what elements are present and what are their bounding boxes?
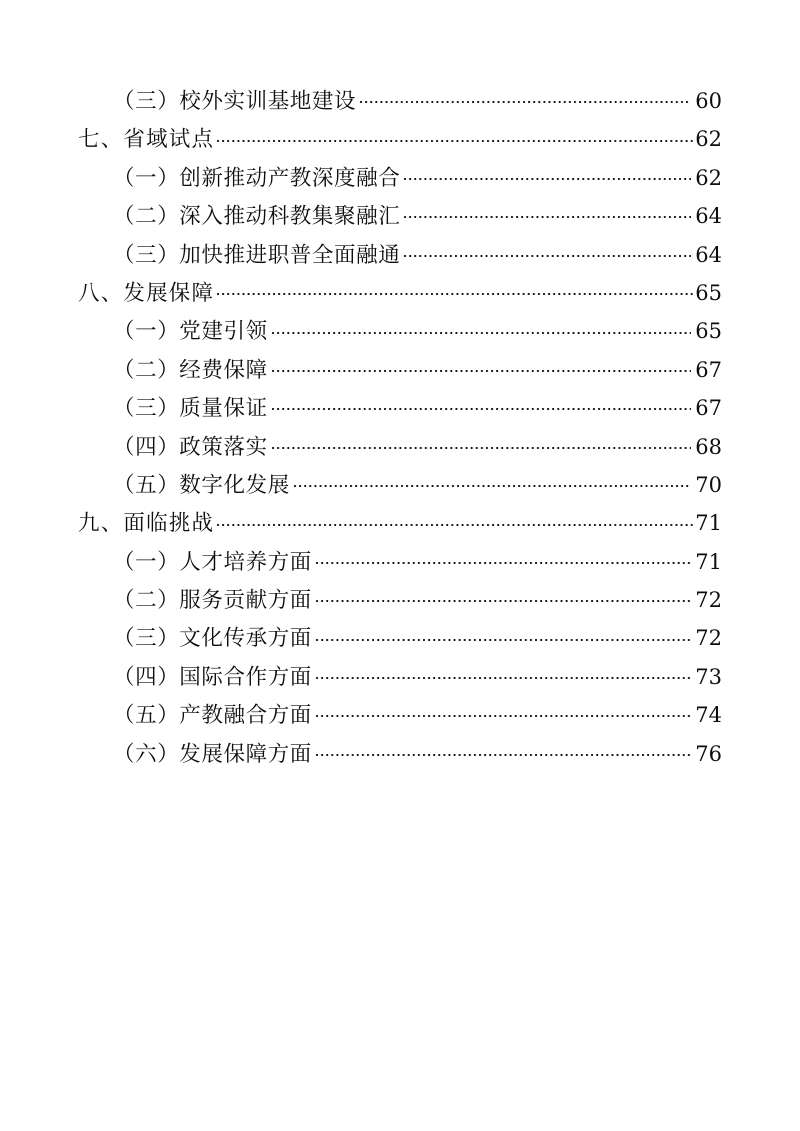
dot-leader (404, 246, 691, 262)
dot-leader (272, 322, 692, 338)
toc-entry[interactable] (0, 197, 800, 235)
dot-leader (316, 668, 691, 684)
toc-entry-title: （一）创新推动产教深度融合 (113, 165, 401, 191)
toc-entry[interactable] (0, 351, 800, 389)
toc-entry-title: （二）服务贡献方面 (113, 588, 312, 614)
dot-leader (316, 706, 691, 722)
toc-entry[interactable] (0, 581, 800, 619)
toc-entry-page-number: 70 (695, 472, 722, 497)
toc-entry-title: 七、省域试点 (78, 127, 215, 153)
dot-leader (217, 284, 695, 300)
toc-entry[interactable] (0, 159, 800, 197)
toc-entry-page-number: 72 (695, 626, 722, 651)
dot-leader (217, 130, 695, 146)
toc-entry-title: （三）校外实训基地建设 (113, 89, 357, 114)
toc-entry-page-number: 71 (695, 549, 722, 574)
toc-entry-title: （四）政策落实 (113, 434, 268, 460)
toc-entry-page-number: 62 (695, 165, 722, 190)
toc-entry-title: （四）国际合作方面 (113, 664, 312, 690)
dot-leader (316, 629, 691, 645)
toc-entry-page-number: 73 (695, 664, 722, 689)
toc-entry-page-number: 62 (695, 127, 722, 152)
toc-entry-page-number: 74 (695, 703, 722, 728)
toc-entry-page-number: 71 (695, 511, 722, 536)
table-of-contents-list (0, 82, 800, 773)
toc-entry-title: 九、面临挑战 (78, 511, 215, 537)
toc-entry[interactable] (0, 120, 800, 158)
toc-entry-title: （五）数字化发展 (113, 472, 290, 498)
toc-entry[interactable] (0, 658, 800, 696)
toc-entry-title: （六）发展保障方面 (113, 741, 312, 767)
dot-leader (360, 92, 691, 108)
toc-entry-title: （一）党建引领 (113, 319, 268, 345)
toc-entry-page-number: 65 (695, 280, 722, 305)
dot-leader (316, 591, 691, 607)
toc-entry-page-number: 68 (695, 434, 722, 459)
dot-leader (217, 514, 695, 530)
toc-entry-page-number: 64 (695, 242, 722, 267)
toc-entry-title: （二）深入推动科教集聚融汇 (113, 204, 401, 230)
toc-entry-page-number: 67 (695, 357, 722, 382)
toc-entry[interactable] (0, 82, 800, 120)
toc-entry-title: 八、发展保障 (78, 280, 215, 306)
toc-entry-page-number: 72 (695, 588, 722, 613)
toc-entry-page-number: 67 (695, 396, 722, 421)
dot-leader (272, 399, 692, 415)
toc-entry[interactable] (0, 389, 800, 427)
toc-entry-title: （五）产教融合方面 (113, 703, 312, 729)
toc-entry[interactable] (0, 619, 800, 657)
dot-leader (316, 553, 691, 569)
toc-entry[interactable] (0, 735, 800, 773)
toc-entry[interactable] (0, 543, 800, 581)
dot-leader (404, 207, 691, 223)
toc-entry[interactable] (0, 504, 800, 542)
dot-leader (272, 361, 692, 377)
toc-entry[interactable] (0, 274, 800, 312)
toc-entry-title: （二）经费保障 (113, 357, 268, 383)
toc-entry-title: （三）加快推进职普全面融通 (113, 242, 401, 268)
toc-entry[interactable] (0, 466, 800, 504)
toc-entry-title: （一）人才培养方面 (113, 549, 312, 575)
dot-leader (272, 438, 692, 454)
toc-entry-title: （三）文化传承方面 (113, 626, 312, 652)
toc-entry-page-number: 65 (695, 319, 722, 344)
toc-entry-title: （三）质量保证 (113, 396, 268, 422)
dot-leader (316, 745, 691, 761)
toc-entry-page-number: 76 (695, 741, 722, 766)
dot-leader (294, 476, 691, 492)
toc-entry-page-number: 64 (695, 204, 722, 229)
toc-entry[interactable] (0, 312, 800, 350)
dot-leader (404, 169, 691, 185)
toc-entry[interactable] (0, 236, 800, 274)
toc-entry[interactable] (0, 428, 800, 466)
toc-entry-page-number: 60 (695, 89, 722, 113)
toc-entry[interactable] (0, 696, 800, 734)
